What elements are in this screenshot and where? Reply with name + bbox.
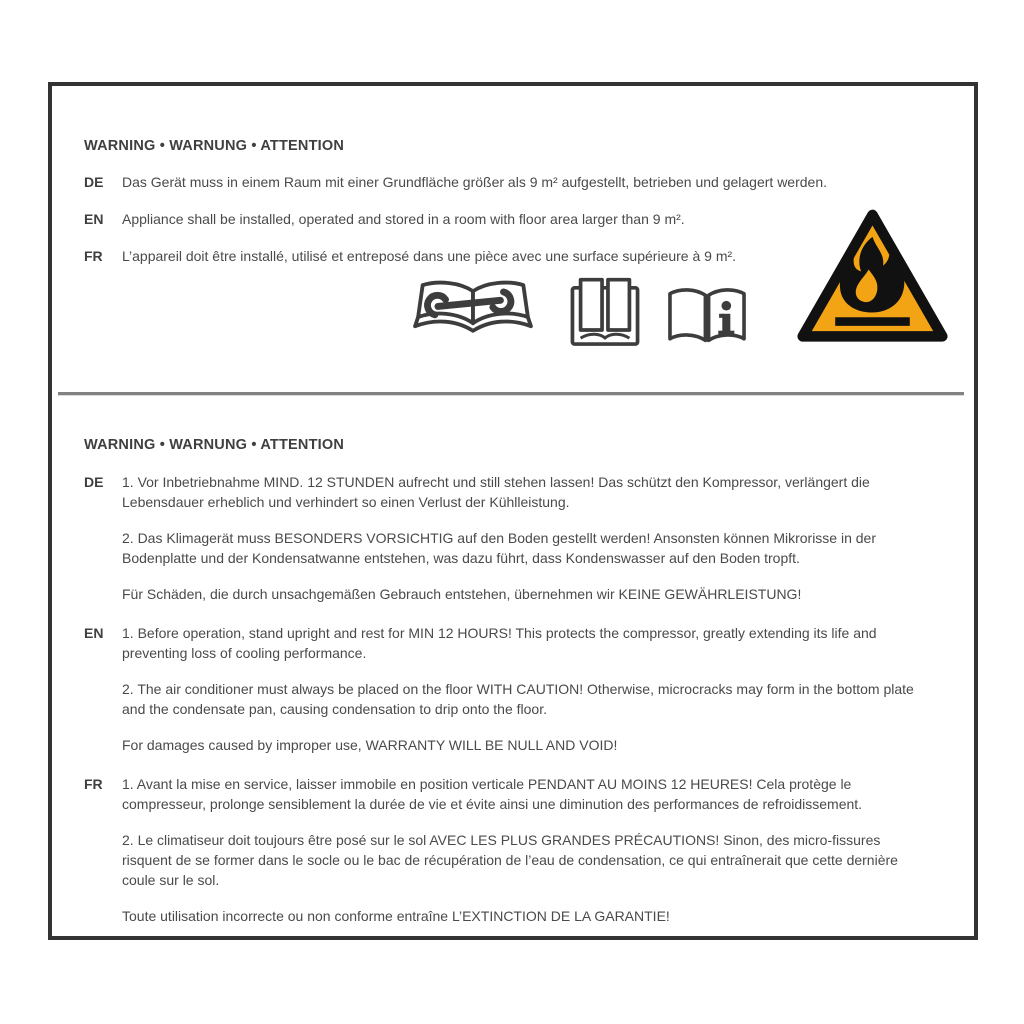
warning-block-de: [84, 472, 934, 604]
section-divider: [58, 392, 964, 395]
lang-label-fr: FR: [84, 248, 103, 264]
paragraph: 2. The air conditioner must always be placed on the floor WITH CAUTION! Otherwise, microcracks may form in the bottom plate and the condensate pan, causing condensation to drip onto the floor.: [122, 681, 914, 717]
paragraph: 2. Le climatiseur doit toujours être posé sur le sol AVEC LES PLUS GRANDES PRÉCAUTIONS! Sinon, des micro-fissures risquent de se former dans le socle ou le bac de récupération de l’eau de condensation, ce qui entraînerait que cette dernière coule sur le sol.: [122, 832, 898, 888]
warning-label-sheet: [48, 82, 978, 940]
paragraph: 2. Das Klimagerät muss BESONDERS VORSICHTIG auf den Boden gestellt werden! Ansonsten können Mikrorisse in der Bodenplatte und der Kondensatwanne entstehen, was dazu führt, dass Kondenswasser auf den Boden tropft.: [122, 530, 877, 566]
paragraph: 1. Vor Inbetriebnahme MIND. 12 STUNDEN aufrecht und still stehen lassen! Das schützt den Kompressor, verlängert die Lebensdauer erheblich und verhindert so einen Verlust der Kühlleistung.: [122, 474, 870, 510]
warning-text-en: Appliance shall be installed, operated and stored in a room with floor area larger than 9 m².: [122, 211, 685, 227]
paragraph: For damages caused by improper use, WARRANTY WILL BE NULL AND VOID!: [122, 737, 618, 753]
flammable-warning-icon: [796, 208, 949, 350]
warning-block-fr: [84, 774, 934, 926]
service-manual-icon: [412, 272, 534, 350]
paragraph: 1. Avant la mise en service, laisser immobile en position verticale PENDANT AU MOINS 12 HEURES! Cela protège le compresseur, prolonge sensiblement la durée de vie et évite ainsi une diminution des performances de refroidissement.: [122, 776, 863, 812]
warning-text-fr: L’appareil doit être installé, utilisé et entreposé dans une pièce avec une surface supérieure à 9 m².: [122, 248, 737, 264]
paragraph: Toute utilisation incorrecte ou non conforme entraîne L’EXTINCTION DE LA GARANTIE!: [122, 908, 670, 924]
warning-text-de: Das Gerät muss in einem Raum mit einer Grundfläche größer als 9 m² aufgestellt, betrieben und gelagert werden.: [122, 174, 828, 190]
paragraph: Für Schäden, die durch unsachgemäßen Gebrauch entstehen, übernehmen wir KEINE GEWÄHRLEISTUNG!: [122, 586, 802, 602]
lang-label-de: DE: [84, 174, 104, 190]
instruction-info-icon: [662, 284, 752, 350]
section1-heading: WARNING • WARNUNG • ATTENTION: [84, 138, 345, 154]
read-manual-icon: [568, 273, 642, 350]
lang-label-fr: FR: [84, 776, 103, 792]
section-handling-warning: [84, 437, 934, 926]
lang-label-en: EN: [84, 625, 104, 641]
lang-label-en: EN: [84, 211, 104, 227]
section2-heading: WARNING • WARNUNG • ATTENTION: [84, 437, 345, 453]
paragraph: 1. Before operation, stand upright and rest for MIN 12 HOURS! This protects the compressor, greatly extending its life and preventing loss of cooling performance.: [122, 625, 877, 661]
icon-strip: [412, 207, 957, 350]
warning-row-de: [84, 174, 934, 191]
lang-label-de: DE: [84, 474, 104, 490]
warning-block-en: [84, 623, 934, 755]
